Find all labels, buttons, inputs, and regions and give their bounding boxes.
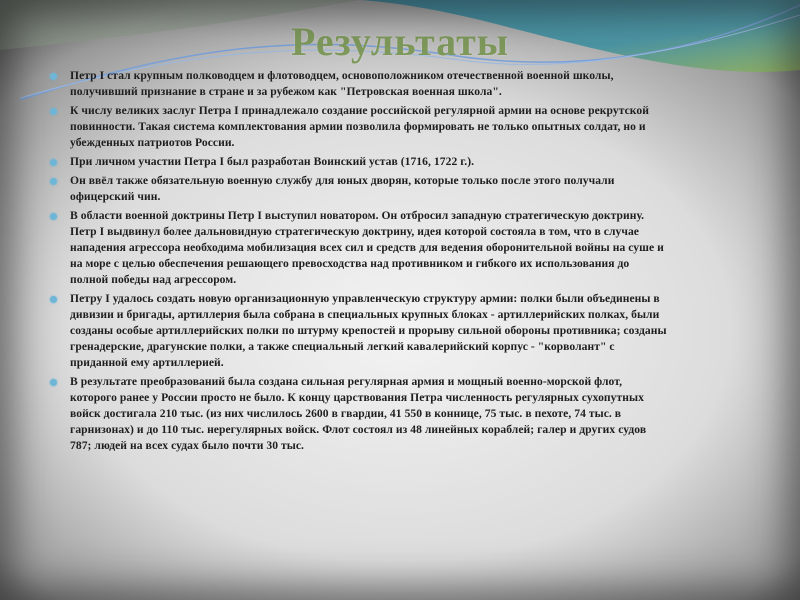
bullet-icon (50, 108, 57, 115)
bullet-list (50, 68, 770, 457)
bullet-text-line: которого ранее у России просто не было. К концу царствования Петра численность регулярных сухопутных (70, 391, 644, 404)
bullet-item (50, 208, 770, 288)
bullet-text-line: убежденных патриотов России. (70, 136, 235, 149)
bullet-text-line: получивший признание в стране и за рубежом как "Петровская военная школа". (70, 85, 502, 98)
bullet-icon (50, 159, 57, 166)
bullet-text-line: гренадерские, драгунские полки, а также специальный легкий кавалерийский корпус - "корволант" с (70, 340, 615, 353)
bullet-text-line: дивизии и бригады, артиллерия была собрана в специальных крупных блоках - артиллерийских полках, были (70, 308, 660, 321)
bullet-text-line: Петру I удалось создать новую организационную управленческую структуру армии: полки были объединены в (70, 292, 660, 305)
bullet-item (50, 374, 770, 454)
bullet-text-line: войск достигала 210 тыс. (из них числилось 2600 в гвардии, 41 550 в коннице, 75 тыс. в пехоте, 74 тыс. в (70, 407, 622, 420)
bullet-icon (50, 296, 57, 303)
bullet-item (50, 103, 770, 151)
bullet-text-line: созданы особые артиллерийских полки по штурму крепостей и прорыву сильной обороны противника; созданы (70, 324, 667, 337)
bullet-text-line: нападения агрессора необходима мобилизация всех сил и средств для ведения оборонительной войны на суше и (70, 241, 664, 254)
bullet-item (50, 291, 770, 371)
bullet-text-line: В результате преобразований была создана сильная регулярная армия и мощный военно-морской флот, (70, 375, 623, 388)
slide-title: Результаты (291, 19, 509, 64)
bullet-item (50, 173, 770, 205)
bullet-text-line: полной победы над агрессором. (70, 273, 237, 286)
bullet-text-line: При личном участии Петра I был разработан Воинский устав (1716, 1722 г.). (70, 155, 475, 168)
bullet-item (50, 68, 770, 100)
bullet-text-line: офицерский чин. (70, 190, 161, 203)
bullet-text-line: повинности. Такая система комплектования армии позволила формировать не только опытных солдат, но и (70, 120, 646, 133)
bullet-icon (50, 213, 57, 220)
bullet-text-line: Петр I стал крупным полководцем и флотоводцем, основоположником отечественной военной школы, (70, 69, 614, 82)
bullet-text-line: Петр I выдвинул более дальновидную стратегическую доктрину, идея которой состояла в том, что в случае (70, 225, 640, 238)
bullet-text-line: В области военной доктрины Петр I выступил новатором. Он отбросил западную стратегическую доктрину. (70, 209, 645, 222)
bullet-text-line: на море с целью обеспечения решающего превосходства над противником и гибкого их использования до (70, 257, 630, 270)
bullet-icon (50, 73, 57, 80)
bullet-text-line: Он ввёл также обязательную военную службу для юных дворян, которые только после этого получали (70, 174, 615, 187)
bullet-icon (50, 178, 57, 185)
bullet-text-line: приданной ему артиллерией. (70, 356, 224, 369)
bullet-icon (50, 379, 57, 386)
bullet-text-line: К числу великих заслуг Петра I принадлежало создание российской регулярной армии на основе рекрутской (70, 104, 649, 117)
bullet-text-line: гарнизонах) и до 110 тыс. нерегулярных войск. Флот состоял из 48 линейных кораблей; галер и других судов (70, 423, 647, 436)
bullet-item (50, 154, 770, 170)
bullet-text-line: 787; людей на всех судах было почти 30 тыс. (70, 439, 305, 452)
